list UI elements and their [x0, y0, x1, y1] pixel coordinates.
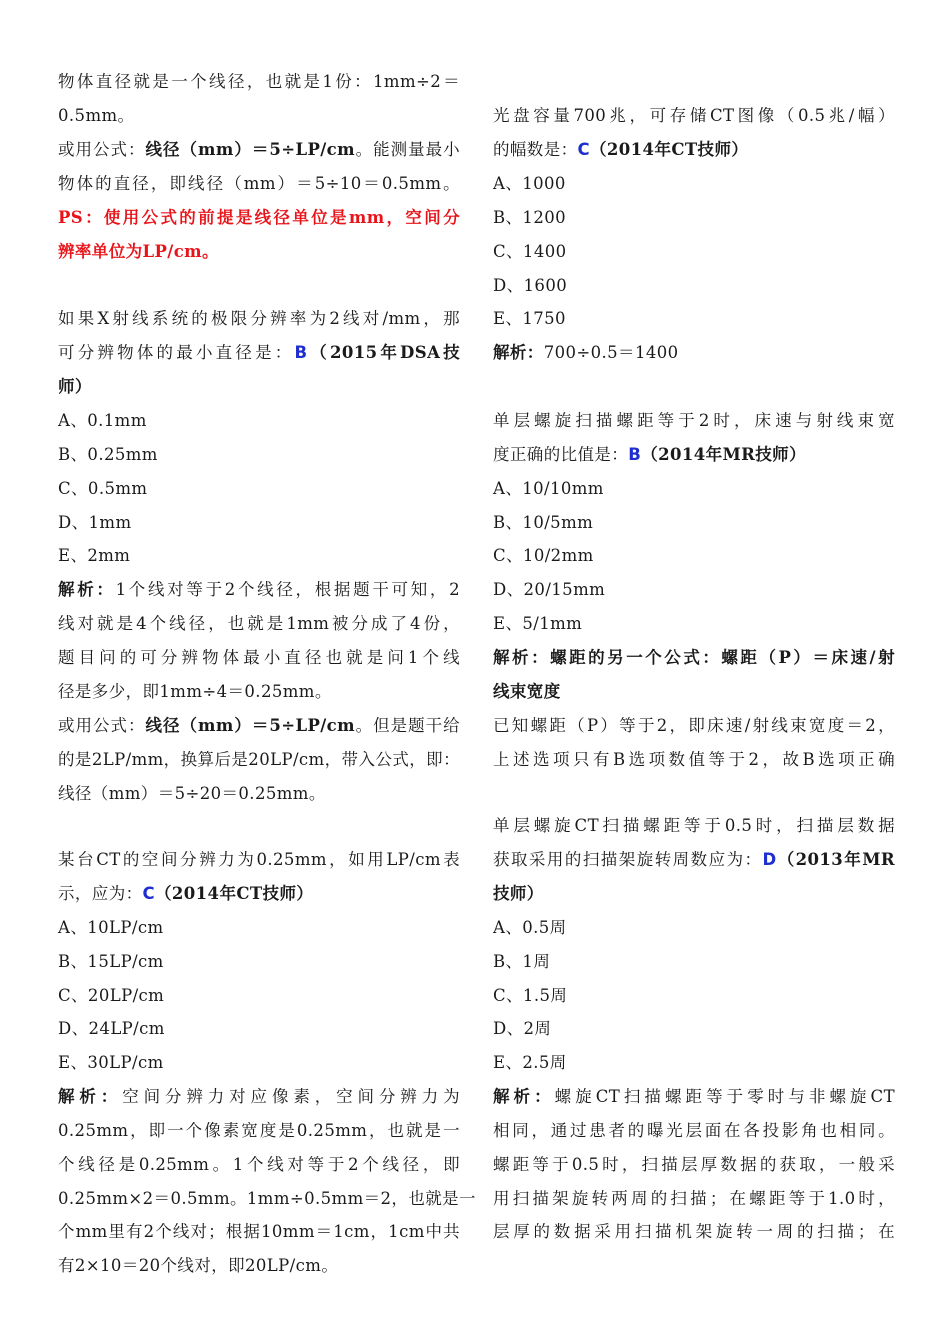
- explanation: 个线径是0.25mm。1个线对等于2个线径，即: [58, 1155, 460, 1174]
- explanation: 题目问的可分辨物体最小直径也就是问1个线: [58, 648, 460, 667]
- option: C、1400: [493, 242, 567, 261]
- source: （2014年MR技师）: [641, 445, 806, 464]
- option: B、10/5mm: [493, 513, 594, 532]
- option: B、0.25mm: [58, 445, 158, 464]
- option: E、2.5周: [493, 1053, 567, 1072]
- question-text: [58, 883, 460, 905]
- text: 。但是题干给: [355, 716, 461, 735]
- option: C、20LP/cm: [58, 986, 165, 1005]
- explanation: 0.25mm，即一个像素宽度是0.25mm，也就是一: [58, 1121, 460, 1140]
- source: （2014年CT技师）: [155, 884, 314, 903]
- source: （2015年DSA技: [307, 343, 460, 362]
- option: A、10LP/cm: [58, 918, 164, 937]
- explanation-label: 解析：: [58, 1087, 123, 1106]
- text: 示，应为：: [58, 884, 143, 903]
- explanation: 已知螺距（P）等于2，即床速/射线束宽度＝2，: [493, 716, 895, 735]
- explanation: 的是2LP/mm，换算后是20LP/cm，带入公式，即：: [58, 750, 460, 769]
- option: C、10/2mm: [493, 546, 594, 565]
- formula: 线径（mm）＝5÷LP/cm: [145, 140, 355, 159]
- option: E、2mm: [58, 546, 131, 565]
- option: C、1.5周: [493, 986, 568, 1005]
- question-text: 如果X射线系统的极限分辨率为2线对/mm，那: [58, 309, 460, 328]
- ps-note: PS：使用公式的前提是线径单位是mm，空间分: [58, 208, 460, 227]
- option: B、1200: [493, 208, 567, 227]
- explanation: [493, 342, 895, 364]
- option: A、0.1mm: [58, 411, 147, 430]
- text: 可分辨物体的最小直径是：: [58, 343, 295, 362]
- explanation: 线径（mm）＝5÷20＝0.25mm。: [58, 784, 326, 803]
- explanation: 上述选项只有B选项数值等于2，故B选项正确: [493, 750, 895, 769]
- explanation: [493, 1086, 895, 1108]
- option: A、10/10mm: [493, 479, 604, 498]
- option: A、1000: [493, 174, 566, 193]
- explanation: 径是多少，即1mm÷4＝0.25mm。: [58, 682, 332, 701]
- text: 1个线对等于2个线径，根据题干可知，2: [115, 580, 461, 599]
- text-line: 物体的直径，即线径（mm）＝5÷10＝0.5mm。: [58, 174, 460, 193]
- text: 700÷0.5＝1400: [543, 343, 679, 362]
- explanation: 0.25mm×2＝0.5mm。1mm÷0.5mm＝2，也就是一: [58, 1189, 476, 1208]
- explanation-label: 解析：: [493, 343, 544, 362]
- option: D、24LP/cm: [58, 1019, 165, 1038]
- option: E、30LP/cm: [58, 1053, 164, 1072]
- explanation: 解析：螺距的另一个公式：螺距（P）＝床速/射: [493, 648, 895, 667]
- option: B、15LP/cm: [58, 952, 164, 971]
- explanation: 层厚的数据采用扫描机架旋转一周的扫描；在: [493, 1222, 895, 1241]
- option: D、1600: [493, 276, 568, 295]
- formula-line: [58, 715, 460, 737]
- answer-letter: B: [294, 343, 308, 362]
- question-text: 单层螺旋扫描螺距等于2时，床速与射线束宽: [493, 411, 895, 430]
- answer-letter: B: [628, 445, 642, 464]
- text: 或用公式：: [58, 716, 146, 735]
- source: （2013年MR: [776, 850, 895, 869]
- explanation: 线对就是4个线径，也就是1mm被分成了4份，: [58, 614, 460, 633]
- text-line: 物体直径就是一个线径，也就是1份：1mm÷2＝: [58, 72, 460, 91]
- question-text: 单层螺旋CT扫描螺距等于0.5时，扫描层数据: [493, 816, 895, 835]
- formula: 线径（mm）＝5÷LP/cm: [145, 716, 355, 735]
- formula-line: [58, 139, 460, 161]
- question-text: [493, 444, 895, 466]
- explanation: [58, 579, 460, 601]
- explanation: 相同，通过患者的曝光层面在各投影角也相同。: [493, 1121, 895, 1140]
- explanation: 个mm里有2个线对；根据10mm＝1cm，1cm中共: [58, 1222, 460, 1241]
- text: 或用公式：: [58, 140, 146, 159]
- explanation: [58, 1086, 460, 1108]
- text: 。能测量最小: [355, 140, 461, 159]
- option: C、0.5mm: [58, 479, 148, 498]
- question-text: 光盘容量700兆，可存储CT图像（0.5兆/幅）: [493, 106, 895, 125]
- text-line: 0.5mm。: [58, 106, 135, 125]
- explanation: 线束宽度: [493, 682, 561, 701]
- text: 空间分辨力对应像素，空间分辨力为: [122, 1087, 460, 1106]
- question-text: [58, 342, 460, 364]
- question-text: 某台CT的空间分辨力为0.25mm，如用LP/cm表: [58, 850, 460, 869]
- question-text: [493, 139, 895, 161]
- text: 的幅数是：: [493, 140, 578, 159]
- text: 螺旋CT扫描螺距等于零时与非螺旋CT: [554, 1087, 895, 1106]
- option: B、1周: [493, 952, 551, 971]
- source: 师）: [58, 377, 92, 396]
- answer-letter: C: [142, 884, 156, 903]
- explanation-label: 解析：: [493, 1087, 555, 1106]
- option: E、5/1mm: [493, 614, 583, 633]
- explanation: 用扫描架旋转两周的扫描；在螺距等于1.0时，: [493, 1189, 895, 1208]
- source: 技师）: [493, 884, 544, 903]
- option: E、1750: [493, 309, 566, 328]
- option: D、1mm: [58, 513, 132, 532]
- question-text: [493, 849, 895, 871]
- option: D、20/15mm: [493, 580, 606, 599]
- text: 获取采用的扫描架旋转周数应为：: [493, 850, 763, 869]
- answer-letter: D: [762, 850, 777, 869]
- text: 度正确的比值是：: [493, 445, 629, 464]
- option: A、0.5周: [493, 918, 567, 937]
- option: D、2周: [493, 1019, 552, 1038]
- source: （2014年CT技师）: [590, 140, 749, 159]
- explanation-label: 解析：: [58, 580, 116, 599]
- explanation: 螺距等于0.5时，扫描层厚数据的获取，一般采: [493, 1155, 895, 1174]
- ps-note: 辨率单位为LP/cm。: [58, 242, 219, 261]
- explanation: 有2×10＝20个线对，即20LP/cm。: [58, 1256, 339, 1275]
- answer-letter: C: [577, 140, 591, 159]
